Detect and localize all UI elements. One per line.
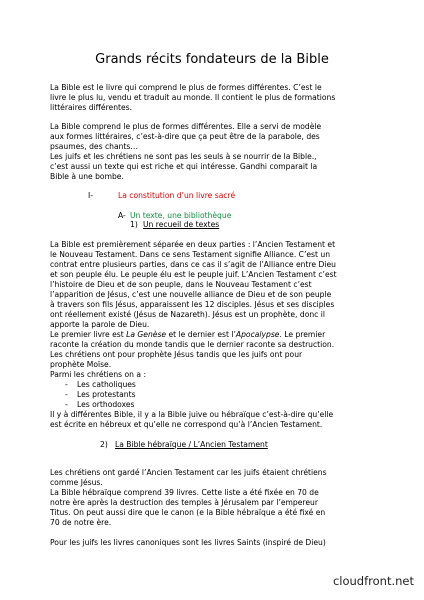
- body-line: La Bible hébraïque comprend 39 livres. Cette liste a été fixée en 70 de: [50, 488, 319, 497]
- body-line: Parmi les chrétiens on a :: [50, 370, 147, 379]
- body-line: raconte la création du monde tandis que le dernier raconte sa destruction.: [50, 340, 335, 349]
- body-line: La Bible est premièrement séparée en deux parties : l’Ancien Testament et: [50, 240, 336, 249]
- body-line: Les chrétiens ont gardé l’Ancien Testament car les juifs étaient chrétiens: [50, 468, 327, 477]
- body-line: Titus. On peut aussi dire que le canon (e la Bible hébraïque a été fixé en: [50, 508, 326, 517]
- body-line: notre ère après la destruction des temples à Jérusalem par l’empereur: [50, 498, 318, 507]
- subsubsection-heading: La Bible hébraïque / L’Ancien Testament: [115, 440, 268, 449]
- subsection-letter: A-: [118, 211, 126, 220]
- page-title: Grands récits fondateurs de la Bible: [95, 52, 329, 67]
- bullet-marker: -: [65, 400, 68, 409]
- body-line: l’histoire de Dieu et de son peuple, dans le Nouveau Testament c’est: [50, 280, 312, 289]
- body-text: et le dernier est l’: [166, 330, 236, 339]
- subsubsection-heading: Un recueil de textes: [143, 220, 220, 229]
- bullet-marker: -: [65, 380, 68, 389]
- paragraph-line: La Bible comprend le plus de formes différentes. Elle a servi de modèle: [50, 122, 322, 131]
- intro-line: La Bible est le livre qui comprend le plus de formes différentes. C’est le: [50, 83, 322, 92]
- section-number: I-: [88, 191, 93, 200]
- body-line: et son peuple élu. Le peuple élu est le peuple juif. L’Ancien Testament c’est: [50, 270, 337, 279]
- paragraph-line: c’est aussi un texte qui est riche et qui intéresse. Gandhi comparait la: [50, 162, 318, 171]
- subsection-heading: Un texte, une bibliothèque: [130, 211, 232, 220]
- body-line: à travers son fils Jésus, apparaissent les 12 disciples. Jésus et ses disciples: [50, 300, 335, 309]
- subsubsection-number: 1): [130, 220, 138, 229]
- body-line: contrat entre plusieurs parties, dans ce cas il s’agit de l’Alliance entre Dieu: [50, 260, 336, 269]
- intro-line: littéraires différentes.: [50, 103, 133, 112]
- book-title-genese: La Genèse: [126, 330, 167, 339]
- book-title-apocalypse: Apocalypse: [235, 330, 280, 339]
- bullet-marker: -: [65, 390, 68, 399]
- body-line: ont réellement existé (Jésus de Nazareth). Jésus est un prophète, donc il: [50, 310, 325, 319]
- body-text: Le premier livre est: [50, 330, 127, 339]
- section-heading: La constitution d’un livre sacré: [118, 191, 236, 200]
- body-line: Les chrétiens ont pour prophète Jésus tandis que les juifs ont pour: [50, 350, 303, 359]
- list-item: Les orthodoxes: [77, 400, 135, 409]
- body-text: . Le premier: [279, 330, 326, 339]
- body-line: Il y à différentes Bible, il y a la Bible juive ou hébraïque c’est-à-dire qu’elle: [50, 410, 334, 419]
- body-line: le Nouveau Testament. Dans ce sens Testament signifie Alliance. C’est un: [50, 250, 331, 259]
- intro-line: livre le plus lu, vendu et traduit au monde. Il contient le plus de formations: [50, 93, 336, 102]
- body-line-books: [50, 330, 325, 340]
- paragraph-line: Bible à une bombe.: [50, 172, 124, 181]
- body-line: est écrite en hébreux et qu’elle ne correspond qu’à l’Ancien Testament.: [50, 420, 323, 429]
- body-line: l’apparition de Jésus, c’est une nouvelle alliance de Dieu et de son peuple: [50, 290, 332, 299]
- list-item: Les protestants: [77, 390, 136, 399]
- paragraph-line: aux formes littéraires, c’est-à-dire que ça peut être de la parabole, des: [50, 132, 320, 141]
- body-line: apporte la parole de Dieu.: [50, 320, 150, 329]
- body-line: Pour les juifs les livres canoniques sont les livres Saints (inspiré de Dieu): [50, 538, 326, 547]
- watermark: cloudfront.net: [332, 574, 414, 588]
- body-line: 70 de notre ère.: [50, 518, 112, 527]
- paragraph-line: Les juifs et les chrétiens ne sont pas les seuls à se nourrir de la Bible.,: [50, 152, 317, 161]
- body-line: comme Jésus.: [50, 478, 103, 487]
- list-item: Les catholiques: [77, 380, 136, 389]
- paragraph-line: psaumes, des chants…: [50, 142, 138, 151]
- body-line: prophète Moïse.: [50, 360, 112, 369]
- subsubsection-number: 2): [100, 440, 108, 449]
